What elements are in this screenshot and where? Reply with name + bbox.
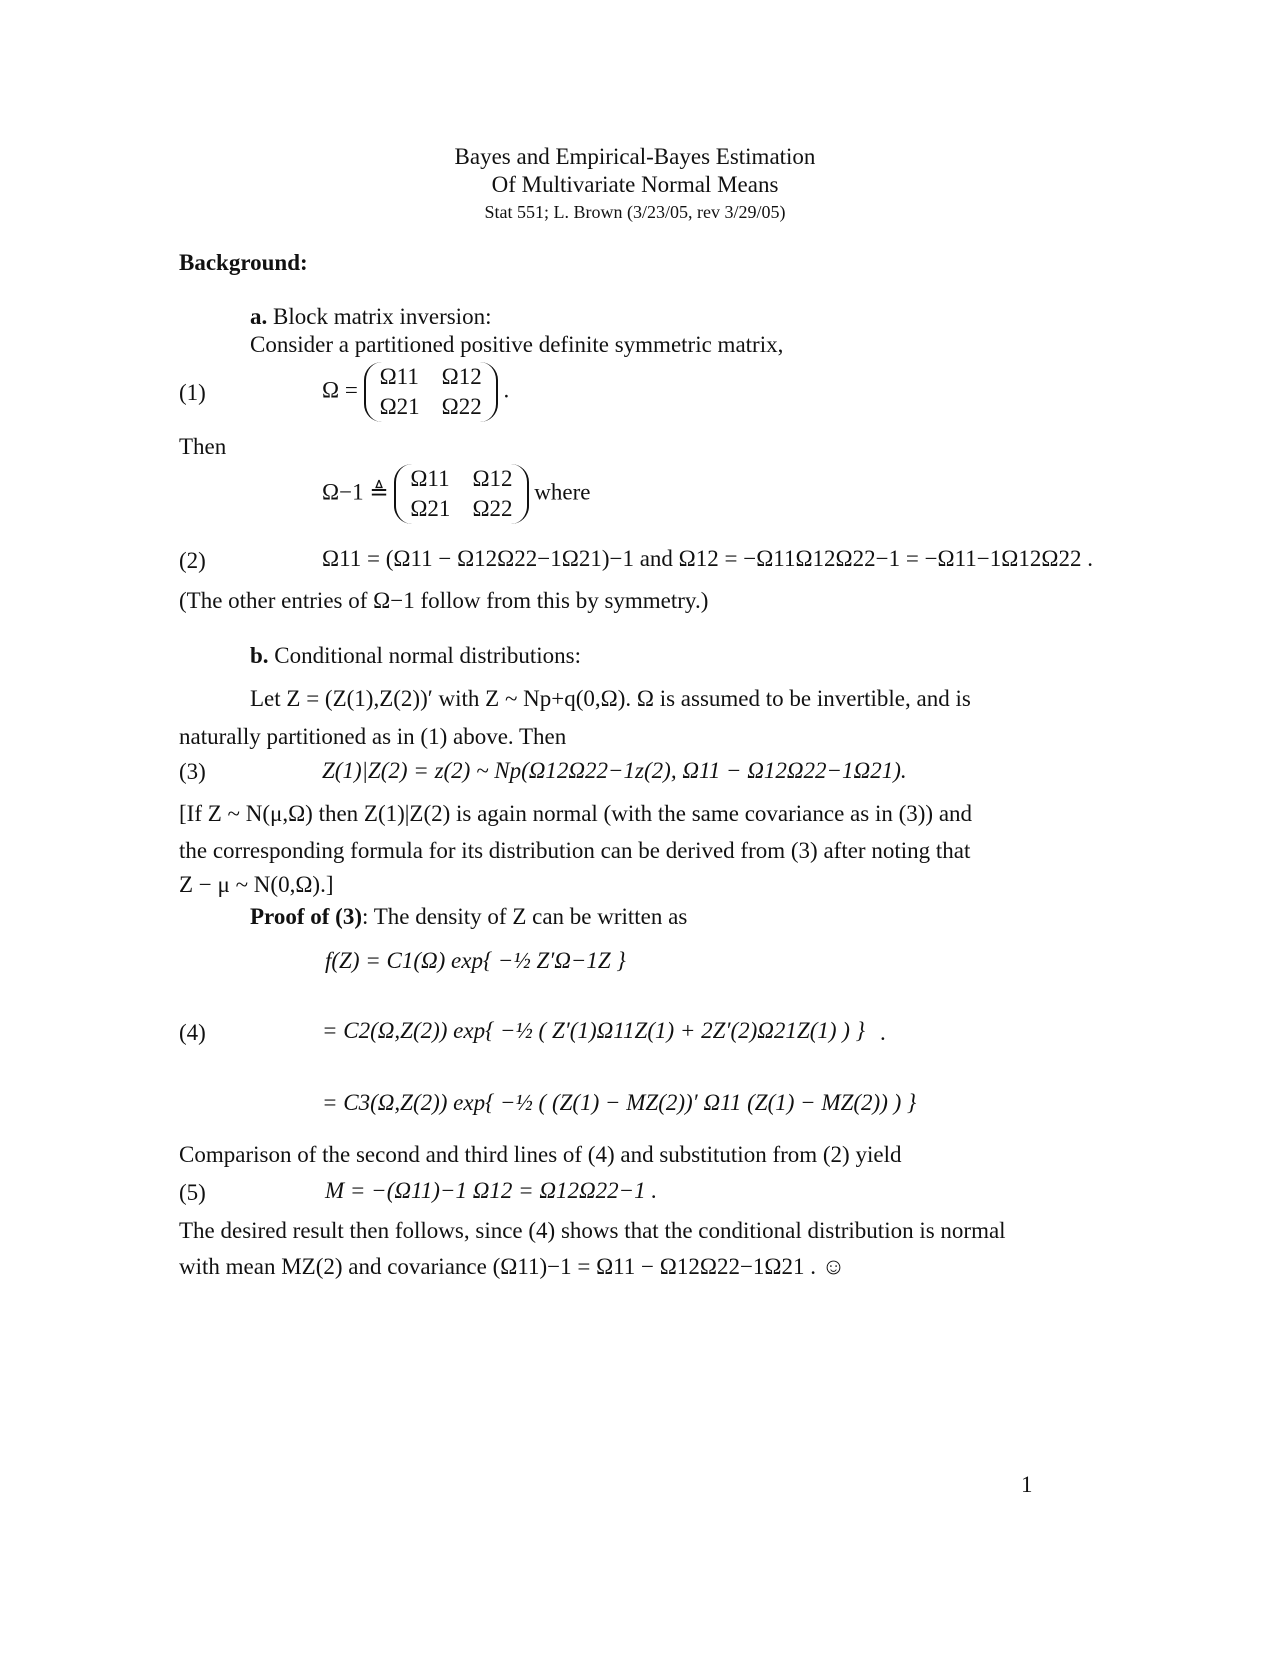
eq1 <box>322 362 509 422</box>
matrix-cell: Ω12 <box>441 364 482 389</box>
section-a-label: a. <box>250 304 268 329</box>
matrix-cell: Ω22 <box>472 496 513 521</box>
omega-matrix <box>364 362 498 422</box>
omega-inverse-matrix <box>394 464 528 524</box>
matrix-cell: Ω11 <box>379 364 419 389</box>
background-heading: Background: <box>179 250 308 275</box>
eq4-line3: = C3(Ω,Z(2)) exp{ −½ ( (Z(1) − MZ(2))′ Ω11 (Z(1) − MZ(2)) ) } <box>322 1090 917 1115</box>
section-a-heading <box>250 304 491 330</box>
eq3: Z(1)|Z(2) = z(2) ~ Np(Ω12Ω22−1z(2), Ω11 − Ω12Ω22−1Ω21). <box>322 758 907 783</box>
with-mean-text: with mean MZ(2) and covariance (Ω11)−1 = Ω11 − Ω12Ω22−1Ω21 . ☺ <box>179 1254 846 1279</box>
if-text-3: Z − μ ~ N(0,Ω).] <box>179 872 334 897</box>
then-text: Then <box>179 434 227 459</box>
eq1-lhs: Ω = <box>322 377 358 403</box>
eq5: M = −(Ω11)−1 Ω12 = Ω12Ω22−1 . <box>325 1178 658 1203</box>
if-text-2: the corresponding formula for its distribution can be derived from (3) after noting that <box>179 838 971 863</box>
title-line-1: Bayes and Empirical-Bayes Estimation <box>454 144 816 169</box>
proof-heading <box>250 904 687 930</box>
matrix-cell: Ω11 <box>410 466 450 491</box>
proof-label: Proof of (3) <box>250 904 362 929</box>
eq-inverse-lhs: Ω−1 ≜ <box>322 479 389 505</box>
eq4-line1: f(Z) = C1(Ω) exp{ −½ Z′Ω−1Z } <box>325 948 626 973</box>
eq1-label: (1) <box>179 380 206 405</box>
section-a-text: Consider a partitioned positive definite symmetric matrix, <box>250 332 784 357</box>
section-a-title: Block matrix inversion: <box>273 304 492 329</box>
symmetry-note: (The other entries of Ω−1 follow from this by symmetry.) <box>179 588 709 613</box>
section-b-label: b. <box>250 643 269 668</box>
matrix-cell: Ω22 <box>441 394 482 419</box>
proof-text: : The density of Z can be written as <box>361 904 688 929</box>
eq2-label: (2) <box>179 548 206 573</box>
desired-text: The desired result then follows, since (4) shows that the conditional distribution is normal <box>179 1218 1006 1243</box>
eq4-dot: . <box>880 1020 886 1045</box>
where-text: where <box>534 479 591 505</box>
eq-inverse <box>322 464 590 524</box>
eq2: Ω11 = (Ω11 − Ω12Ω22−1Ω21)−1 and Ω12 = −Ω11Ω12Ω22−1 = −Ω11−1Ω12Ω22 . <box>322 546 1093 571</box>
matrix-cell: Ω12 <box>472 466 513 491</box>
eq3-label: (3) <box>179 759 206 784</box>
title-line-2: Of Multivariate Normal Means <box>491 172 779 197</box>
eq4-label: (4) <box>179 1020 206 1045</box>
naturally-text: naturally partitioned as in (1) above. Then <box>179 724 567 749</box>
page-number: 1 <box>1021 1472 1033 1497</box>
matrix-cell: Ω21 <box>410 496 451 521</box>
subtitle: Stat 551; L. Brown (3/23/05, rev 3/29/05) <box>484 202 786 222</box>
comparison-text: Comparison of the second and third lines of (4) and substitution from (2) yield <box>179 1142 902 1167</box>
matrix-cell: Ω21 <box>379 394 420 419</box>
section-b-title: Conditional normal distributions: <box>274 643 581 668</box>
let-text: Let Z = (Z(1),Z(2))′ with Z ~ Np+q(0,Ω). Ω is assumed to be invertible, and is <box>250 686 971 711</box>
eq1-end: . <box>503 377 510 403</box>
eq4-line2: = C2(Ω,Z(2)) exp{ −½ ( Z′(1)Ω11Z(1) + 2Z′(2)Ω21Z(1) ) } <box>322 1018 865 1043</box>
if-text-1: [If Z ~ N(μ,Ω) then Z(1)|Z(2) is again normal (with the same covariance as in (3)) and <box>179 801 973 826</box>
eq5-label: (5) <box>179 1180 206 1205</box>
section-b-heading <box>250 643 581 669</box>
